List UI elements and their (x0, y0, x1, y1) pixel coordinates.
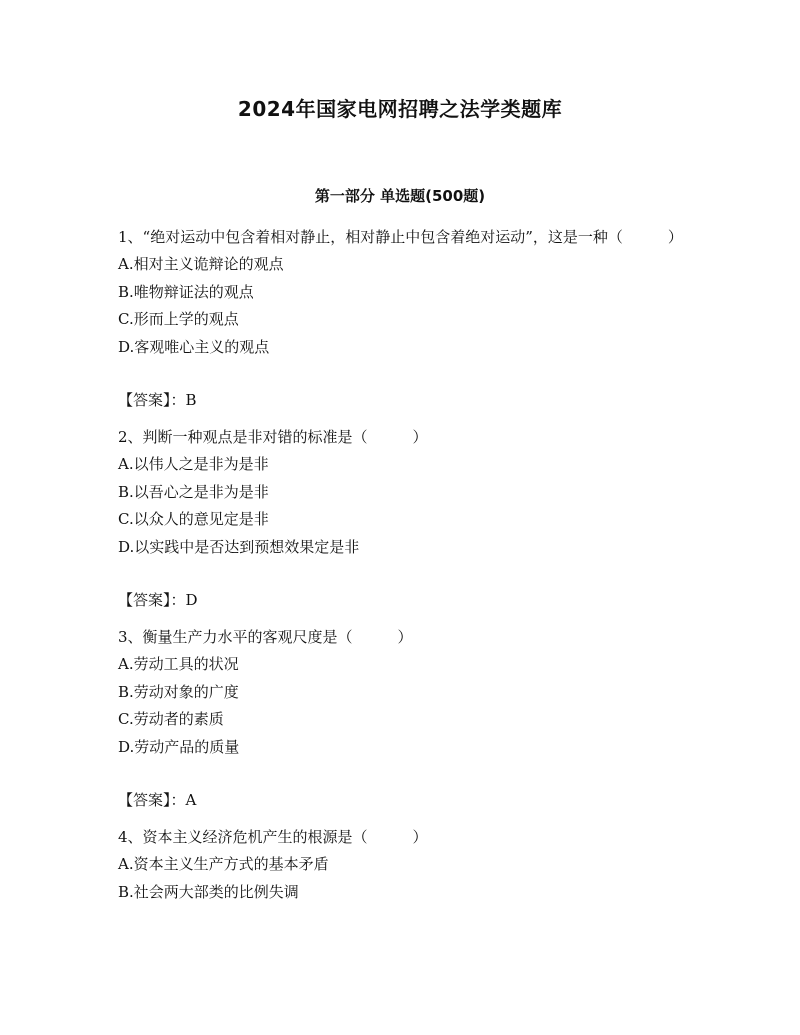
option-d: D.劳动产品的质量 (118, 737, 240, 756)
question-list (118, 224, 688, 906)
answer-label: 【答案】 (118, 391, 171, 409)
answer-label: 【答案】 (118, 791, 171, 809)
option-a: A.以伟人之是非为是非 (118, 455, 269, 473)
option-b: B.以吾心之是非为是非 (118, 482, 269, 501)
answer-value: ：B (170, 391, 197, 409)
question-4 (118, 824, 688, 906)
option-a: A.相对主义诡辩论的观点 (118, 255, 284, 273)
question-2 (118, 424, 688, 614)
option-d: D.以实践中是否达到预想效果定是非 (118, 537, 360, 556)
document-title: 2024年国家电网招聘之法学类题库 (237, 97, 563, 121)
question-stem: 3、衡量生产力水平的客观尺度是（ ） (118, 628, 413, 646)
option-c: C.劳动者的素质 (118, 710, 224, 728)
answer-line (118, 587, 688, 614)
answer-line (118, 787, 688, 814)
answer-line (118, 387, 688, 414)
section-title: 第一部分 单选题(500题) (314, 187, 486, 205)
answer-value: ：A (170, 791, 197, 809)
option-b: B.唯物辩证法的观点 (118, 282, 254, 301)
option-a: A.劳动工具的状况 (118, 655, 239, 673)
question-stem: 1、“绝对运动中包含着相对静止，相对静止中包含着绝对运动”，这是一种（ ） (118, 228, 683, 246)
question-3 (118, 624, 688, 814)
option-a: A.资本主义生产方式的基本矛盾 (118, 855, 329, 873)
question-stem: 2、判断一种观点是非对错的标准是（ ） (118, 428, 428, 446)
option-c: C.形而上学的观点 (118, 310, 239, 328)
option-b: B.劳动对象的广度 (118, 682, 239, 701)
option-c: C.以众人的意见定是非 (118, 510, 269, 528)
question-1 (118, 224, 688, 414)
option-b: B.社会两大部类的比例失调 (118, 882, 299, 901)
option-d: D.客观唯心主义的观点 (118, 337, 270, 356)
answer-label: 【答案】 (118, 591, 171, 609)
answer-value: ：D (170, 591, 198, 609)
question-stem: 4、资本主义经济危机产生的根源是（ ） (118, 828, 428, 846)
